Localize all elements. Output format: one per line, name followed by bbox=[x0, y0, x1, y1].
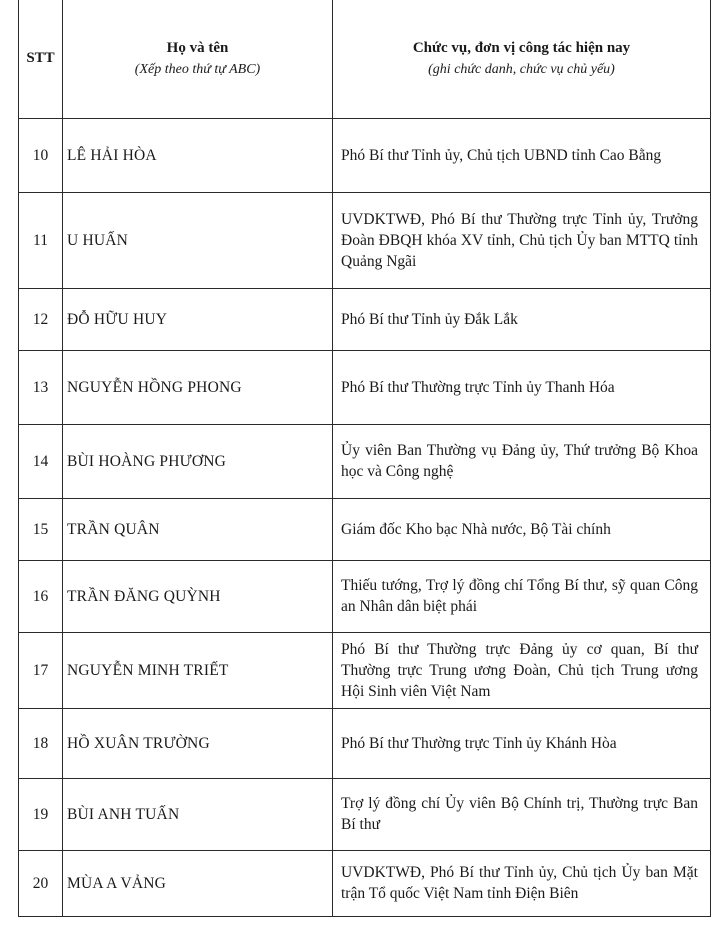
row-name: MÙA A VẢNG bbox=[63, 850, 333, 916]
row-stt: 11 bbox=[19, 192, 63, 288]
row-stt: 14 bbox=[19, 424, 63, 498]
row-stt: 10 bbox=[19, 118, 63, 192]
row-position: Phó Bí thư Thường trực Tỉnh ủy Khánh Hòa bbox=[333, 708, 711, 778]
table-row bbox=[19, 778, 711, 850]
row-stt: 16 bbox=[19, 560, 63, 632]
row-stt: 19 bbox=[19, 778, 63, 850]
header-name-title: Họ và tên bbox=[166, 39, 229, 56]
row-name: NGUYỄN HỒNG PHONG bbox=[63, 350, 333, 424]
row-name: BÙI ANH TUẤN bbox=[63, 778, 333, 850]
table-row bbox=[19, 708, 711, 778]
row-position: Phó Bí thư Thường trực Tỉnh ủy Thanh Hóa bbox=[333, 350, 711, 424]
row-stt: 12 bbox=[19, 288, 63, 350]
row-name: TRẦN ĐĂNG QUỲNH bbox=[63, 560, 333, 632]
row-position: Phó Bí thư Tỉnh ủy Đắk Lắk bbox=[333, 288, 711, 350]
row-position: Giám đốc Kho bạc Nhà nước, Bộ Tài chính bbox=[333, 498, 711, 560]
row-stt: 17 bbox=[19, 632, 63, 708]
row-name: LÊ HẢI HÒA bbox=[63, 118, 333, 192]
row-name: U HUẤN bbox=[63, 192, 333, 288]
row-stt: 20 bbox=[19, 850, 63, 916]
table-row bbox=[19, 424, 711, 498]
row-position: Thiếu tướng, Trợ lý đồng chí Tổng Bí thư, sỹ quan Công an Nhân dân biệt phái bbox=[333, 560, 711, 632]
header-stt: STT bbox=[19, 0, 63, 118]
header-position-title: Chức vụ, đơn vị công tác hiện nay bbox=[412, 39, 631, 56]
table-row bbox=[19, 288, 711, 350]
row-stt: 15 bbox=[19, 498, 63, 560]
table-row bbox=[19, 350, 711, 424]
row-name: NGUYỄN MINH TRIẾT bbox=[63, 632, 333, 708]
row-position: Trợ lý đồng chí Ủy viên Bộ Chính trị, Thường trực Ban Bí thư bbox=[333, 778, 711, 850]
row-position: UVDKTWĐ, Phó Bí thư Tỉnh ủy, Chủ tịch Ủy ban Mặt trận Tổ quốc Việt Nam tỉnh Điện Biên bbox=[333, 850, 711, 916]
table-row bbox=[19, 850, 711, 916]
row-stt: 18 bbox=[19, 708, 63, 778]
table-row bbox=[19, 498, 711, 560]
header-position bbox=[333, 0, 711, 118]
row-position: Ủy viên Ban Thường vụ Đảng ủy, Thứ trưởng Bộ Khoa học và Công nghệ bbox=[333, 424, 711, 498]
row-position: UVDKTWĐ, Phó Bí thư Thường trực Tỉnh ủy, Trưởng Đoàn ĐBQH khóa XV tỉnh, Chủ tịch Ủy ban MTTQ tỉnh Quảng Ngãi bbox=[333, 192, 711, 288]
table-header-row bbox=[19, 0, 711, 118]
header-name bbox=[63, 0, 333, 118]
row-name: ĐỖ HỮU HUY bbox=[63, 288, 333, 350]
table-row bbox=[19, 118, 711, 192]
header-position-note: (ghi chức danh, chức vụ chủ yếu) bbox=[428, 61, 615, 77]
table-row bbox=[19, 560, 711, 632]
row-stt: 13 bbox=[19, 350, 63, 424]
header-name-note: (Xếp theo thứ tự ABC) bbox=[134, 61, 261, 77]
row-name: TRẦN QUÂN bbox=[63, 498, 333, 560]
row-position: Phó Bí thư Tỉnh ủy, Chủ tịch UBND tỉnh Cao Bằng bbox=[333, 118, 711, 192]
table-row bbox=[19, 632, 711, 708]
row-name: HỒ XUÂN TRƯỜNG bbox=[63, 708, 333, 778]
candidate-table bbox=[18, 0, 711, 917]
row-name: BÙI HOÀNG PHƯƠNG bbox=[63, 424, 333, 498]
table-row bbox=[19, 192, 711, 288]
row-position: Phó Bí thư Thường trực Đảng ủy cơ quan, Bí thư Thường trực Trung ương Đoàn, Chủ tịch Trung ương Hội Sinh viên Việt Nam bbox=[333, 632, 711, 708]
